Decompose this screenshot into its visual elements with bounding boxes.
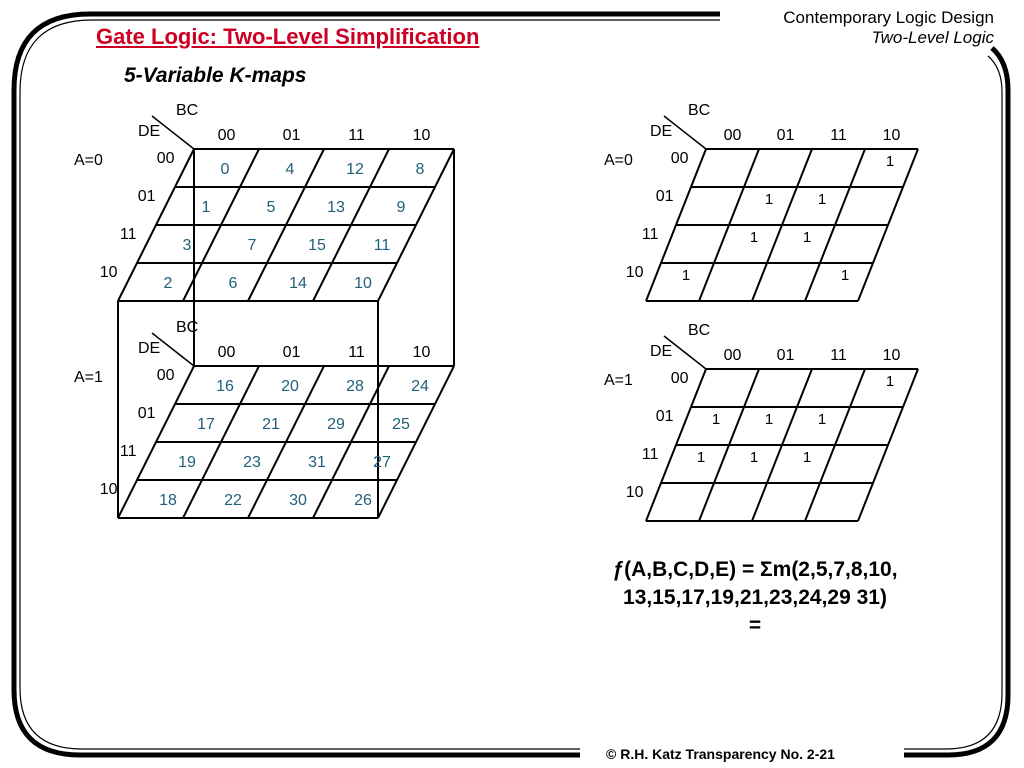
column-header: 11	[348, 127, 365, 144]
kmap-a1	[604, 322, 918, 521]
column-header: 10	[412, 344, 431, 361]
row-header: 10	[99, 481, 118, 498]
cube-bottom-cell-number: 18	[159, 492, 177, 509]
slide-title: Gate Logic: Two-Level Simplification	[96, 24, 480, 49]
cube-top-cell-number: 8	[415, 161, 425, 178]
cube-top-cell-number: 10	[354, 275, 372, 292]
de-label: DE	[138, 340, 161, 357]
function-formula	[560, 556, 950, 640]
row-header: 11	[119, 443, 137, 460]
formula-line-3: =	[748, 614, 762, 637]
one-entry: 1	[749, 229, 759, 246]
row-header: 00	[156, 367, 175, 384]
row-header: 10	[625, 264, 644, 281]
cube-bottom-cell-number: 26	[354, 492, 372, 509]
column-header: 10	[412, 127, 431, 144]
cube-bottom-cell-number: 31	[308, 454, 326, 471]
cube-bottom-cell-number: 23	[243, 454, 261, 471]
cube-kmap	[74, 102, 454, 518]
cube-top-cell-number: 5	[266, 199, 276, 216]
column-header: 11	[830, 127, 847, 144]
cube-top-cell-number: 6	[228, 275, 238, 292]
row-header: 11	[119, 226, 137, 243]
one-entry: 1	[885, 153, 895, 170]
formula-line-2: 13,15,17,19,21,23,24,29 31)	[623, 586, 887, 609]
a-label: A=1	[604, 372, 633, 389]
de-label: DE	[650, 343, 673, 360]
one-entry: 1	[802, 229, 812, 246]
one-entry: 1	[681, 267, 691, 284]
cube-bottom-cell-number: 27	[373, 454, 391, 471]
kmap-a0	[604, 102, 918, 301]
one-entry: 1	[802, 449, 812, 466]
column-header: 11	[348, 344, 365, 361]
one-entry: 1	[885, 373, 895, 390]
row-header: 01	[137, 188, 156, 205]
column-header: 00	[723, 347, 742, 364]
course-header	[783, 8, 994, 48]
row-header: 01	[655, 188, 674, 205]
cube-bottom-cell-number: 30	[289, 492, 307, 509]
cube-top-cell-number: 0	[220, 161, 230, 178]
one-entry: 1	[749, 449, 759, 466]
cube-bottom-cell-number: 21	[262, 416, 280, 433]
cube-top-cell-number: 3	[182, 237, 192, 254]
one-entry: 1	[764, 411, 774, 428]
bc-label: BC	[176, 102, 199, 119]
cube-top-cell-number: 1	[201, 199, 211, 216]
de-label: DE	[650, 123, 673, 140]
row-header: 10	[99, 264, 118, 281]
column-header: 01	[776, 347, 795, 364]
a-label: A=1	[74, 369, 103, 386]
cube-bottom-cell-number: 25	[392, 416, 410, 433]
column-header: 11	[830, 347, 847, 364]
column-header: 00	[217, 344, 236, 361]
one-entry: 1	[817, 191, 827, 208]
row-header: 01	[137, 405, 156, 422]
one-entry: 1	[764, 191, 774, 208]
cube-bottom-cell-number: 20	[281, 378, 299, 395]
cube-bottom-cell-number: 16	[216, 378, 234, 395]
slide-subtitle: 5-Variable K-maps	[124, 64, 307, 87]
one-entry: 1	[711, 411, 721, 428]
one-entry: 1	[696, 449, 706, 466]
cube-top-cell-number: 13	[327, 199, 345, 216]
a-label: A=0	[74, 152, 103, 169]
column-header: 10	[882, 127, 901, 144]
cube-bottom-cell-number: 17	[197, 416, 215, 433]
bc-label: BC	[176, 319, 199, 336]
bc-label: BC	[688, 102, 711, 119]
cube-top-cell-number: 11	[373, 237, 391, 254]
cube-top-cell-number: 12	[346, 161, 364, 178]
column-header: 10	[882, 347, 901, 364]
bc-label: BC	[688, 322, 711, 339]
row-header: 01	[655, 408, 674, 425]
row-header: 00	[670, 370, 689, 387]
row-header: 10	[625, 484, 644, 501]
a-label: A=0	[604, 152, 633, 169]
cube-bottom-cell-number: 24	[411, 378, 429, 395]
cube-top-cell-number: 2	[163, 275, 173, 292]
column-header: 00	[723, 127, 742, 144]
cube-bottom-cell-number: 22	[224, 492, 242, 509]
cube-top-cell-number: 15	[308, 237, 326, 254]
one-entry: 1	[840, 267, 850, 284]
cube-top-cell-number: 9	[396, 199, 406, 216]
one-entry: 1	[817, 411, 827, 428]
cube-bottom-cell-number: 28	[346, 378, 364, 395]
cube-bottom-cell-number: 29	[327, 416, 345, 433]
column-header: 01	[776, 127, 795, 144]
cube-bottom-cell-number: 19	[178, 454, 196, 471]
cube-top-cell-number: 14	[289, 275, 307, 292]
row-header: 11	[641, 226, 659, 243]
footer-text: © R.H. Katz Transparency No. 2-21	[600, 746, 841, 762]
de-label: DE	[138, 123, 161, 140]
column-header: 01	[282, 127, 301, 144]
cube-top-cell-number: 7	[247, 237, 257, 254]
column-header: 00	[217, 127, 236, 144]
formula-line-1: ƒ(A,B,C,D,E) = Σm(2,5,7,8,10,	[612, 558, 898, 581]
row-header: 00	[156, 150, 175, 167]
course-title: Contemporary Logic Design	[783, 8, 994, 27]
row-header: 00	[670, 150, 689, 167]
column-header: 01	[282, 344, 301, 361]
row-header: 11	[641, 446, 659, 463]
cube-top-cell-number: 4	[285, 161, 295, 178]
chapter-title: Two-Level Logic	[871, 28, 994, 47]
